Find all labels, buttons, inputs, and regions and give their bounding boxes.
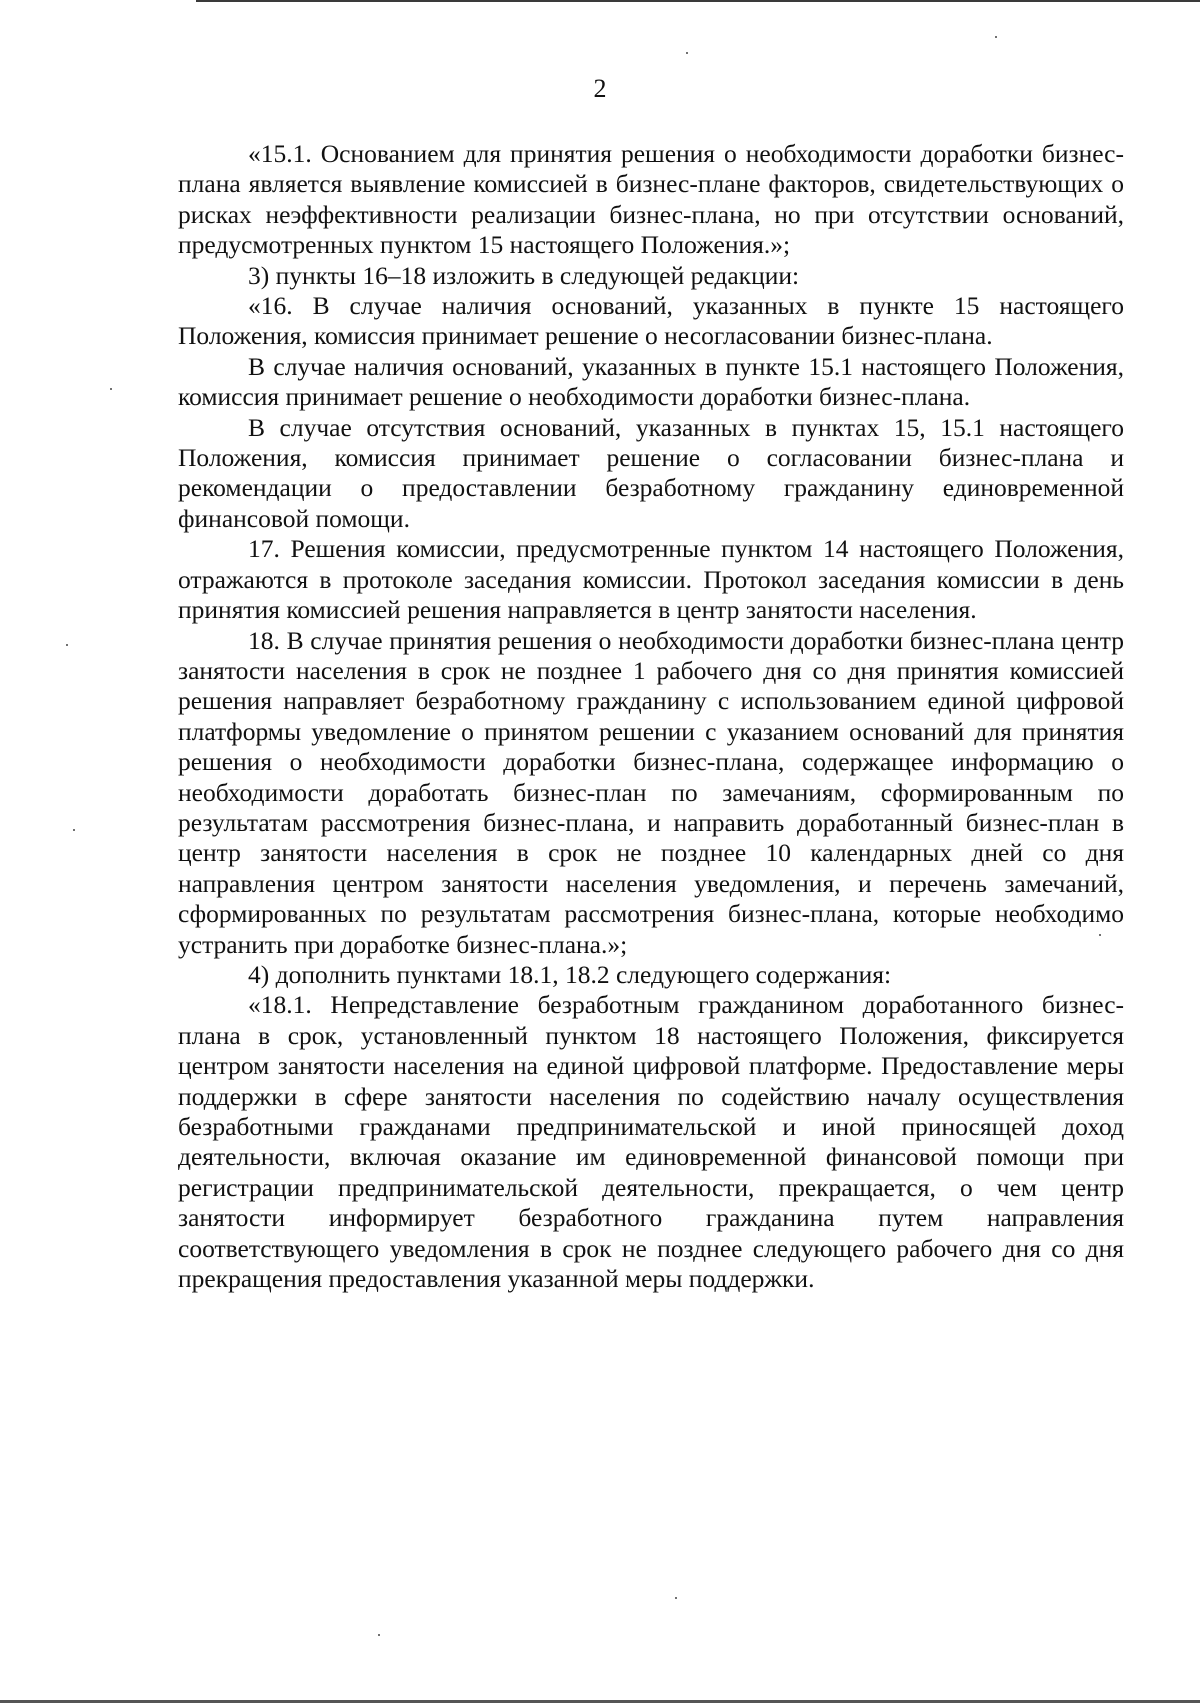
paragraph-16-part-3: В случае отсутствия оснований, указанных в пунктах 15, 15.1 настоящего Положения, комиссия принимает решение о согласовании бизнес-плана и рекомендации о предоставлении безработному гражданину единовременной финансовой помощи. xyxy=(178,412,1124,533)
scan-edge-top xyxy=(196,0,1200,2)
scan-edge-bottom xyxy=(0,1700,1200,1703)
paragraph-16-part-2: В случае наличия оснований, указанных в пункте 15.1 настоящего Положения, комиссия принимает решение о необходимости доработки бизнес-плана. xyxy=(178,351,1124,412)
scan-speck xyxy=(995,36,997,38)
scan-speck xyxy=(686,52,688,54)
document-body xyxy=(178,139,1124,1294)
paragraph-17: 17. Решения комиссии, предусмотренные пунктом 14 настоящего Положения, отражаются в протоколе заседания комиссии. Протокол заседания комиссии в день принятия комиссией решения направляется в центр занятости населения. xyxy=(178,534,1124,625)
page-number: 2 xyxy=(593,74,607,103)
scan-speck xyxy=(110,388,112,390)
paragraph-15-1: «15.1. Основанием для принятия решения о необходимости доработки бизнес-плана является выявление комиссией в бизнес-плане факторов, свидетельствующих о рисках неэффективности реализации бизнес-плана, но при отсутствии оснований, предусмотренных пунктом 15 настоящего Положения.»; xyxy=(178,139,1124,260)
paragraph-16: «16. В случае наличия оснований, указанных в пункте 15 настоящего Положения, комиссия принимает решение о несогласовании бизнес-плана. xyxy=(178,291,1124,351)
scan-speck xyxy=(675,1597,677,1599)
paragraph-item-3: 3) пункты 16–18 изложить в следующей редакции: xyxy=(248,260,800,290)
scan-speck xyxy=(73,829,75,831)
scan-speck xyxy=(378,1634,380,1636)
paragraph-item-4: 4) дополнить пунктами 18.1, 18.2 следующего содержания: xyxy=(248,959,892,989)
scan-speck xyxy=(66,644,68,646)
paragraph-18: 18. В случае принятия решения о необходимости доработки бизнес-плана центр занятости населения в срок не позднее 1 рабочего дня со дня принятия комиссией решения направляет безработному гражданину с использованием единой цифровой платформы уведомление о принятом решении с указанием оснований для принятия решения о необходимости доработки бизнес-плана, содержащее информацию о необходимости доработать бизнес-план по замечаниям, сформированным по результатам рассмотрения бизнес-плана, и направить доработанный бизнес-план в центр занятости населения в срок не позднее 10 календарных дней со дня направления центром занятости населения уведомления, и перечень замечаний, сформированных по результатам рассмотрения бизнес-плана, которые необходимо устранить при доработке бизнес-плана.»; xyxy=(178,625,1124,959)
paragraph-18-1: «18.1. Непредставление безработным гражданином доработанного бизнес-плана в срок, установленный пунктом 18 настоящего Положения, фиксируется центром занятости населения на единой цифровой платформе. Предоставление меры поддержки в сфере занятости населения по содействию началу осуществления безработными гражданами предпринимательской и иной приносящей доход деятельности, включая оказание им единовременной финансовой помощи при регистрации предпринимательской деятельности, прекращается, о чем центр занятости информирует безработного гражданина путем направления соответствующего уведомления в срок не позднее следующего рабочего дня со дня прекращения предоставления указанной меры поддержки. xyxy=(178,990,1124,1294)
